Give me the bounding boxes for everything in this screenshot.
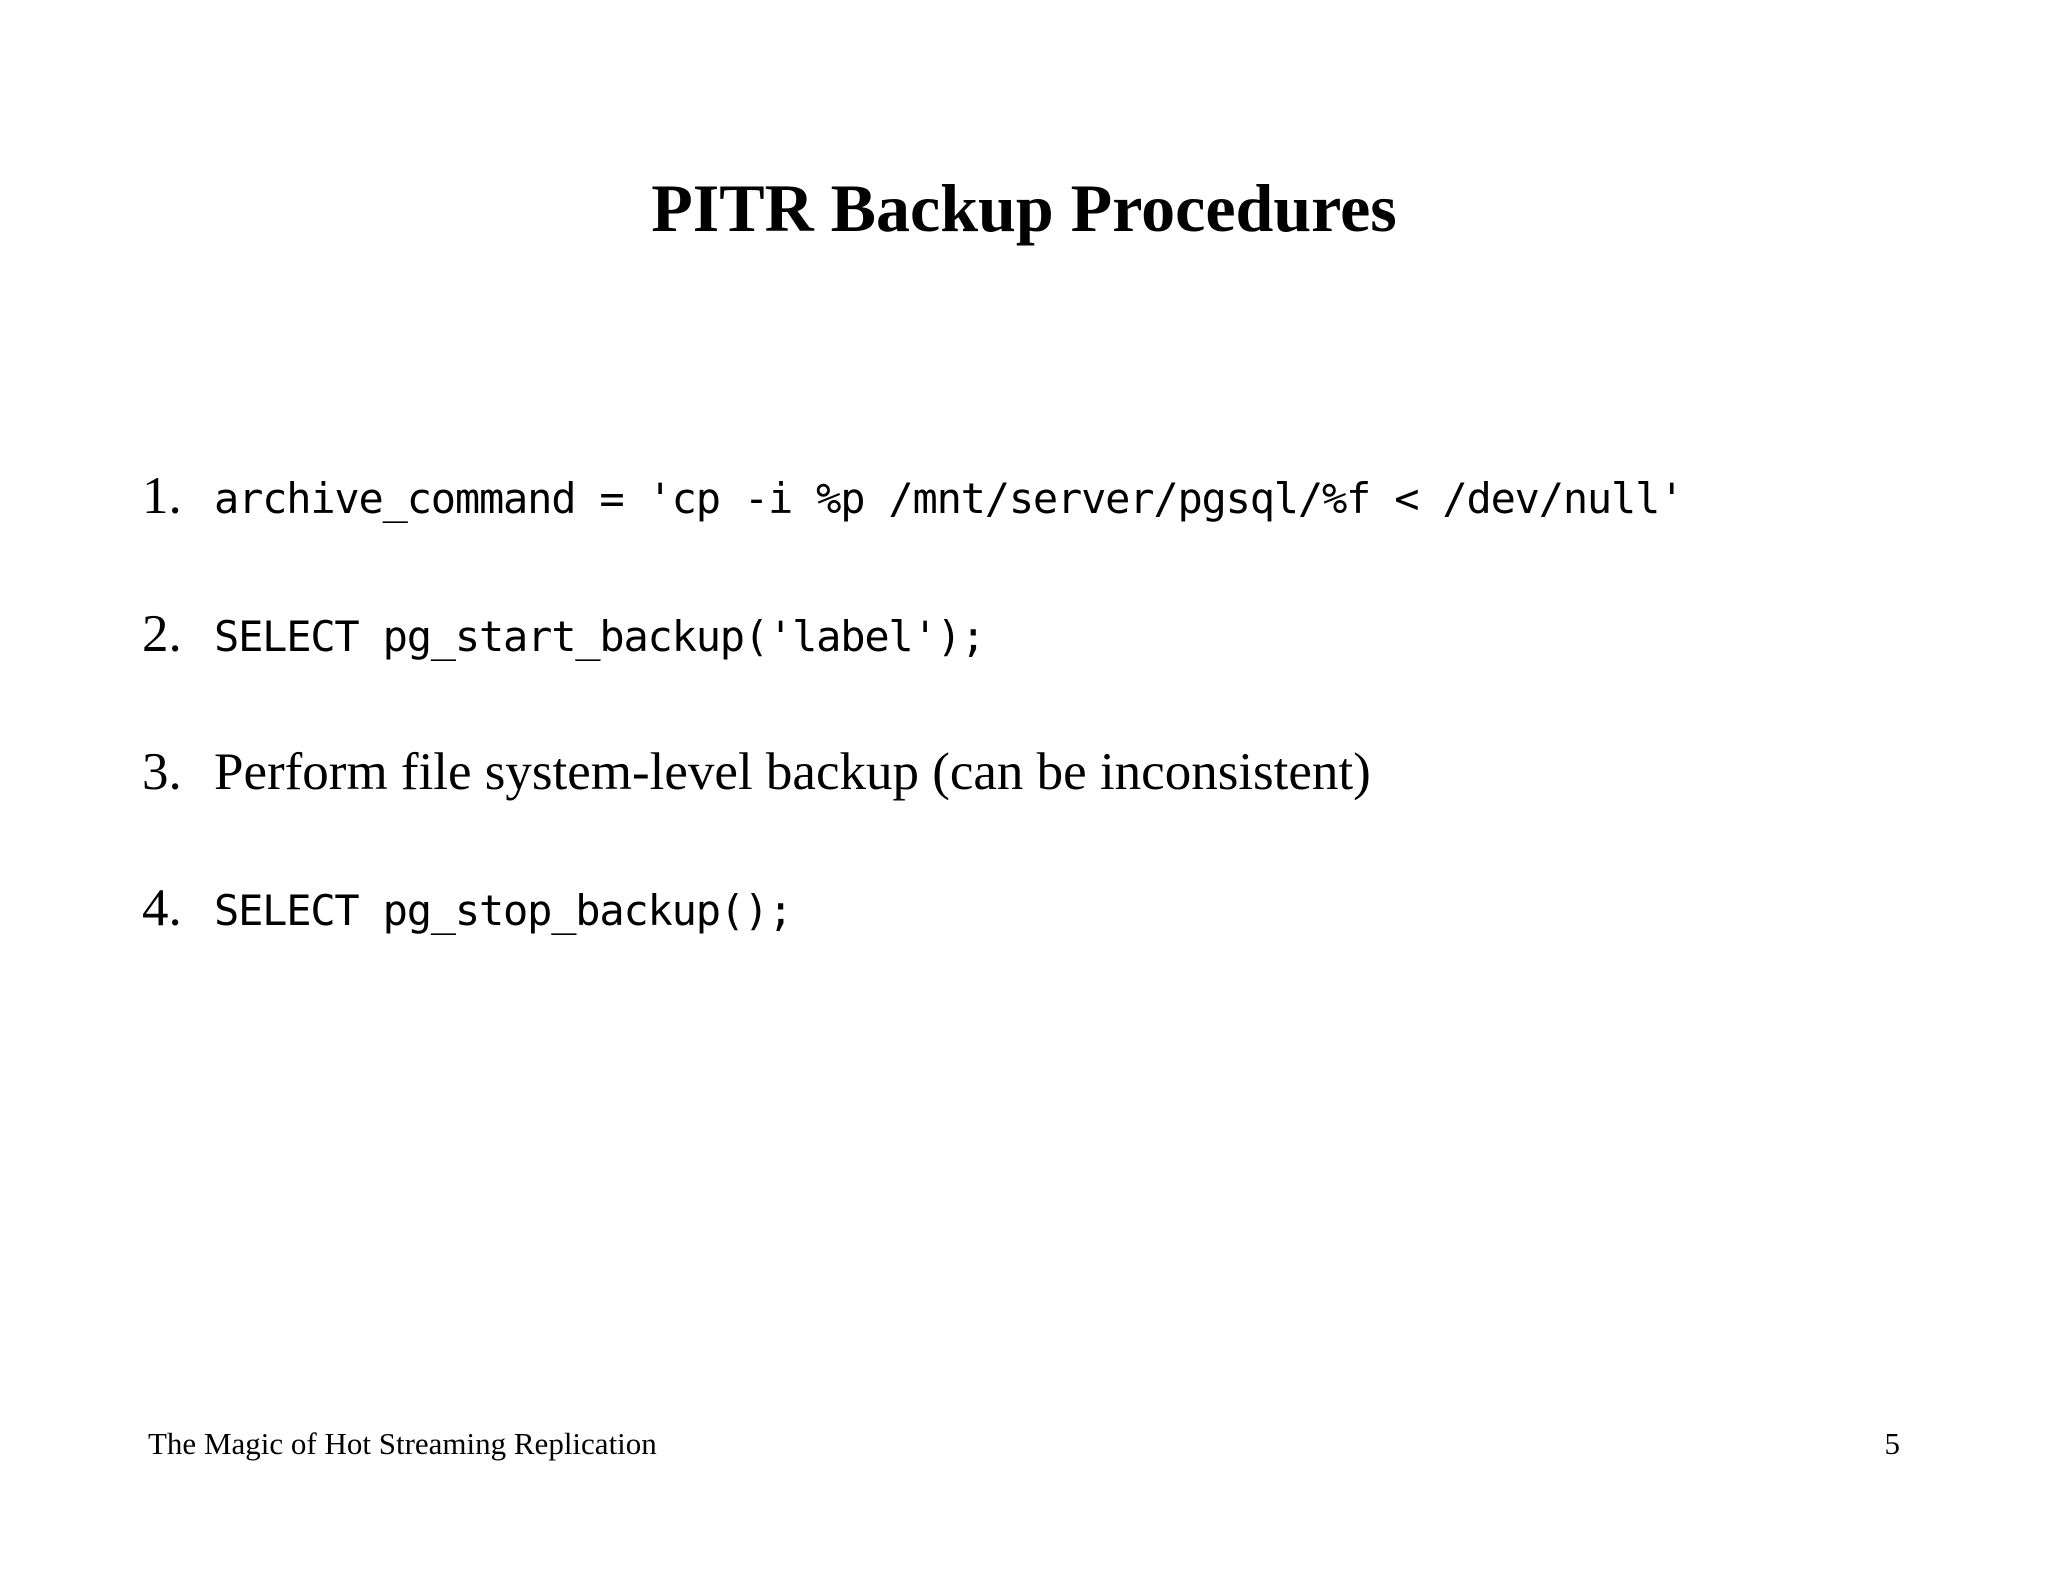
page-number: 5 xyxy=(1884,1426,1900,1461)
step-number: 2. xyxy=(142,605,182,663)
step-code-archive-command: archive_command = 'cp -i %p /mnt/server/pgsql/%f < /dev/null' xyxy=(214,474,1684,523)
step-number: 4. xyxy=(142,879,182,937)
step-number: 3. xyxy=(142,743,182,801)
slide-title: PITR Backup Procedures xyxy=(651,170,1397,246)
step-item-1 xyxy=(142,466,1683,526)
step-code-start-backup: SELECT pg_start_backup('label'); xyxy=(214,612,985,661)
step-code-stop-backup: SELECT pg_stop_backup(); xyxy=(214,886,793,935)
step-item-4 xyxy=(142,878,792,938)
step-number: 1. xyxy=(142,467,182,525)
step-item-2 xyxy=(142,604,985,664)
step-item-3 xyxy=(142,742,1371,802)
footer-presentation-title: The Magic of Hot Streaming Replication xyxy=(148,1426,657,1461)
step-text-file-backup: Perform file system-level backup (can be inconsistent) xyxy=(214,743,1371,801)
